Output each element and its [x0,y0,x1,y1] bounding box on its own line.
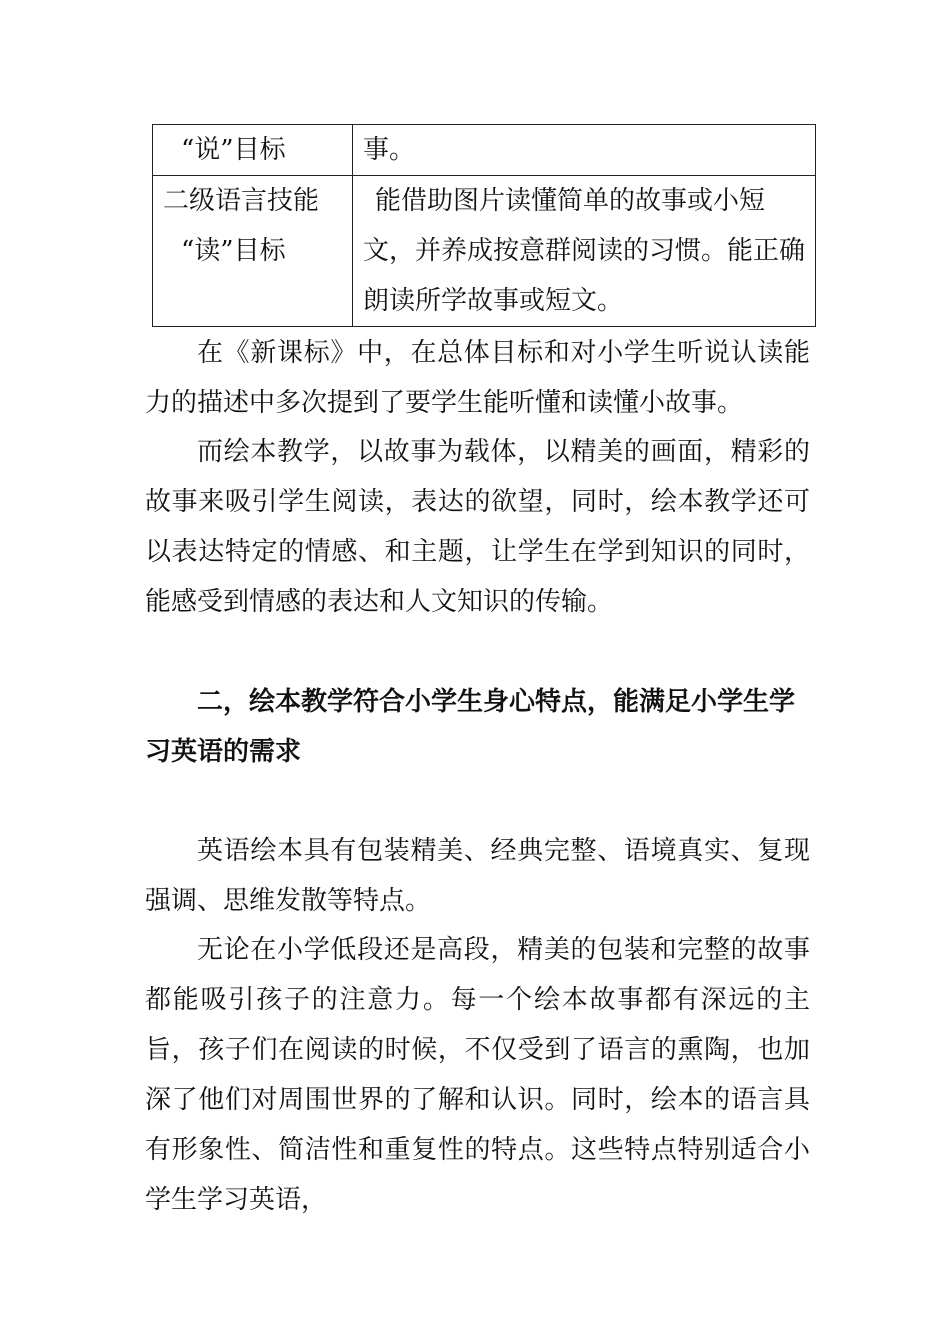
body-paragraph: 而绘本教学，以故事为载体，以精美的画面，精彩的故事来吸引学生阅读，表达的欲望，同时，绘本教学还可以表达特定的情感、和主题，让学生在学到知识的同时，能感受到情感的表达和人文知识的传输。 [145,437,810,617]
cell-line: “读”目标 [181,236,286,266]
cell-line: “说”目标 [181,135,286,165]
table-cell-content [352,125,815,176]
section-heading: 二，绘本教学符合小学生身心特点，能满足小学生学习英语的需求 [145,687,796,767]
table-row [153,176,816,327]
body-paragraph: 英语绘本具有包装精美、经典完整、语境真实、复现强调、思维发散等特点。 [145,836,810,916]
table-cell-label [153,176,353,327]
cell-line: 文，并养成按意群阅读的习惯。能正确 [362,236,805,266]
cell-line: 能借助图片读懂简单的故事或小短 [374,186,765,216]
body-paragraph: 在《新课标》中，在总体目标和对小学生听说认读能力的描述中多次提到了要学生能听懂和读懂小故事。 [145,338,810,418]
table-row [153,125,816,176]
language-skill-goals-table [152,124,816,327]
table-cell-label [153,125,353,176]
cell-line: 事。 [362,135,415,165]
body-paragraph: 无论在小学低段还是高段，精美的包装和完整的故事都能吸引孩子的注意力。每一个绘本故事都有深远的主旨，孩子们在阅读的时候，不仅受到了语言的熏陶，也加深了他们对周围世界的了解和认识。同时，绘本的语言具有形象性、简洁性和重复性的特点。这些特点特别适合小学生学习英语， [145,935,810,1215]
cell-line: 朗读所学故事或短文。 [362,286,623,316]
cell-line: 二级语言技能 [163,186,320,216]
table-cell-content [352,176,815,327]
